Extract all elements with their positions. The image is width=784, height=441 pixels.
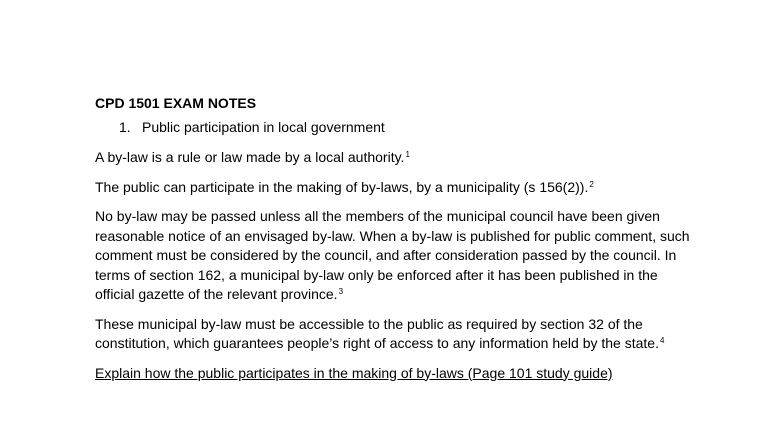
paragraph-bylaw-accessibility xyxy=(95,315,695,354)
paragraph-text: These municipal by-law must be accessible to the public as required by section 32 of the constitution, which guarantees people’s right of access to any information held by the state. xyxy=(95,315,659,351)
footnote-marker[interactable]: 4 xyxy=(659,336,665,345)
document-title: CPD 1501 EXAM NOTES xyxy=(95,95,257,111)
footnote-marker[interactable]: 3 xyxy=(338,287,344,296)
paragraph-text: No by-law may be passed unless all the members of the municipal council have been given reasonable notice of an envisaged by-law. When a by-law is published for public comment, such comment must be considered by the council, and after consideration passed by the council. In terms of section 162, a municipal by-law only be enforced after it has been published in the official gazette of the relevant province. xyxy=(95,208,690,302)
list-item-text: Public participation in local government xyxy=(142,119,385,135)
document-body xyxy=(95,94,695,382)
question-heading: Explain how the public participates in the making of by-laws (Page 101 study guide) xyxy=(95,364,613,381)
paragraph-bylaw-definition xyxy=(95,148,695,168)
paragraph-public-participation xyxy=(95,178,695,198)
list-item-number: 1. xyxy=(119,119,131,135)
footnote-marker[interactable]: 2 xyxy=(589,179,594,189)
footnote-marker[interactable]: 1 xyxy=(405,150,410,159)
paragraph-text: The public can participate in the making of by-laws, by a municipality (s 156(2)). xyxy=(95,178,589,195)
numbered-list-item xyxy=(119,118,695,136)
paragraph-text: A by-law is a rule or law made by a local authority. xyxy=(95,149,405,165)
paragraph-bylaw-procedure xyxy=(95,207,695,305)
